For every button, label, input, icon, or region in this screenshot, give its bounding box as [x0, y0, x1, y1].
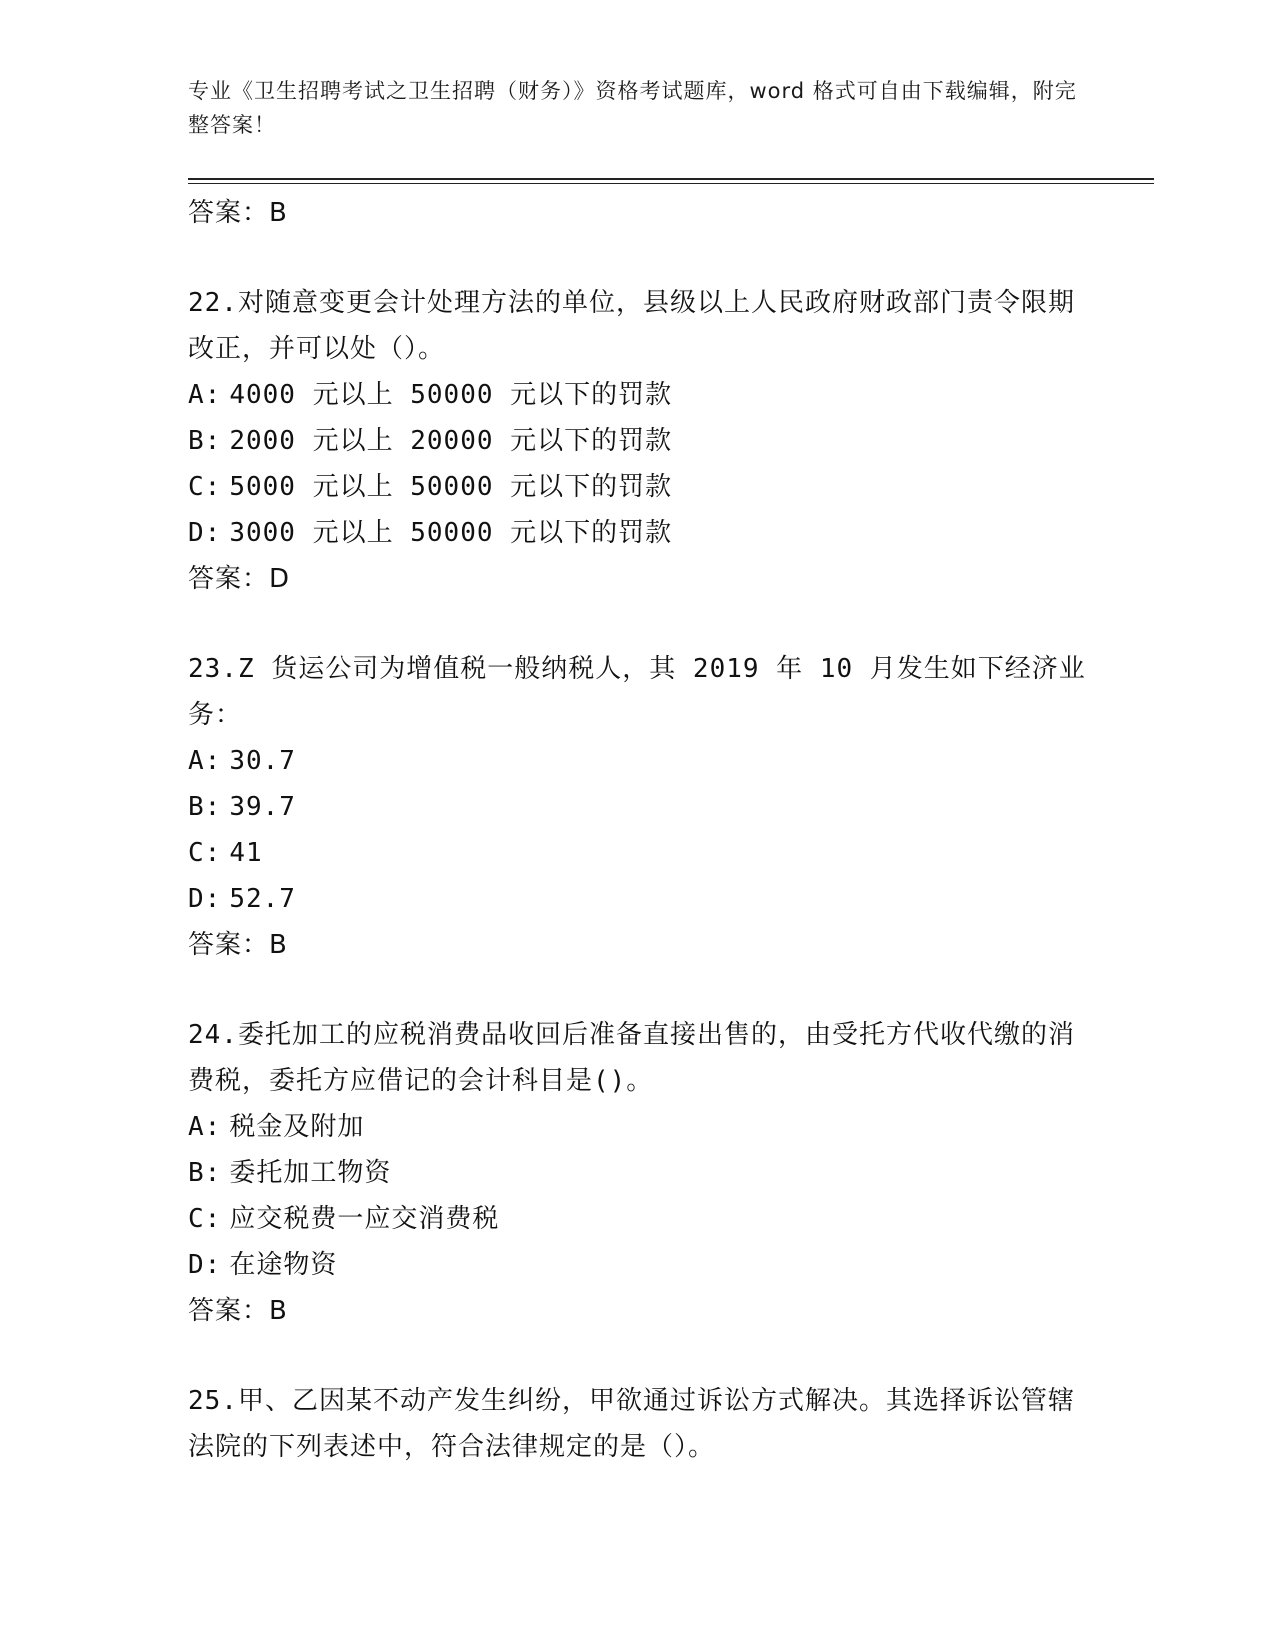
option-text: 2000 元以上 20000 元以下的罚款: [229, 426, 673, 456]
option-text: 41: [229, 838, 263, 868]
option-a: [188, 372, 1088, 418]
document-header: 专业《卫生招聘考试之卫生招聘（财务）》资格考试题库，word 格式可自由下载编辑，附完整答案！: [188, 79, 1077, 137]
option-c: [188, 830, 1088, 876]
question-24: [188, 1012, 1088, 1334]
option-d: [188, 510, 1088, 556]
question-text: 23.Z 货运公司为增值税一般纳税人，其 2019 年 10 月发生如下经济业务：: [188, 654, 1086, 730]
question-text: 22.对随意变更会计处理方法的单位，县级以上人民政府财政部门责令限期改正，并可以处（）。: [188, 288, 1075, 364]
option-text: 5000 元以上 50000 元以下的罚款: [229, 472, 673, 502]
option-key: B:: [188, 426, 222, 456]
option-text: 4000 元以上 50000 元以下的罚款: [229, 380, 673, 410]
answer-line: 答案：D: [188, 564, 291, 594]
question-23: [188, 646, 1088, 968]
question-text: 24.委托加工的应税消费品收回后准备直接出售的，由受托方代收代缴的消费税，委托方应借记的会计科目是()。: [188, 1020, 1075, 1096]
answer-line: 答案：B: [188, 198, 288, 228]
option-a: [188, 1104, 1088, 1150]
option-text: 52.7: [229, 884, 296, 914]
option-b: [188, 418, 1088, 464]
option-key: A:: [188, 746, 222, 776]
option-text: 应交税费一应交消费税: [229, 1204, 500, 1234]
question-text: 25.甲、乙因某不动产发生纠纷，甲欲通过诉讼方式解决。其选择诉讼管辖法院的下列表述中，符合法律规定的是（）。: [188, 1386, 1075, 1462]
option-key: C:: [188, 1204, 222, 1234]
option-b: [188, 784, 1088, 830]
option-key: B:: [188, 1158, 222, 1188]
option-key: D:: [188, 1250, 222, 1280]
option-key: D:: [188, 884, 222, 914]
option-text: 39.7: [229, 792, 296, 822]
question-25: [188, 1378, 1088, 1470]
option-key: A:: [188, 380, 222, 410]
option-c: [188, 464, 1088, 510]
option-text: 委托加工物资: [229, 1158, 392, 1188]
option-key: C:: [188, 472, 222, 502]
option-a: [188, 738, 1088, 784]
option-text: 3000 元以上 50000 元以下的罚款: [229, 518, 673, 548]
header-divider-thin: [188, 183, 1154, 184]
option-key: B:: [188, 792, 222, 822]
answer-line: 答案：B: [188, 1296, 288, 1326]
option-key: D:: [188, 518, 222, 548]
option-key: C:: [188, 838, 222, 868]
option-c: [188, 1196, 1088, 1242]
option-text: 30.7: [229, 746, 296, 776]
option-d: [188, 876, 1088, 922]
question-list: [188, 190, 1088, 1470]
answer-line: 答案：B: [188, 930, 288, 960]
question-22: [188, 280, 1088, 602]
header-divider-thick: [188, 178, 1154, 180]
option-text: 税金及附加: [229, 1112, 365, 1142]
option-b: [188, 1150, 1088, 1196]
option-text: 在途物资: [229, 1250, 338, 1280]
option-d: [188, 1242, 1088, 1288]
option-key: A:: [188, 1112, 222, 1142]
